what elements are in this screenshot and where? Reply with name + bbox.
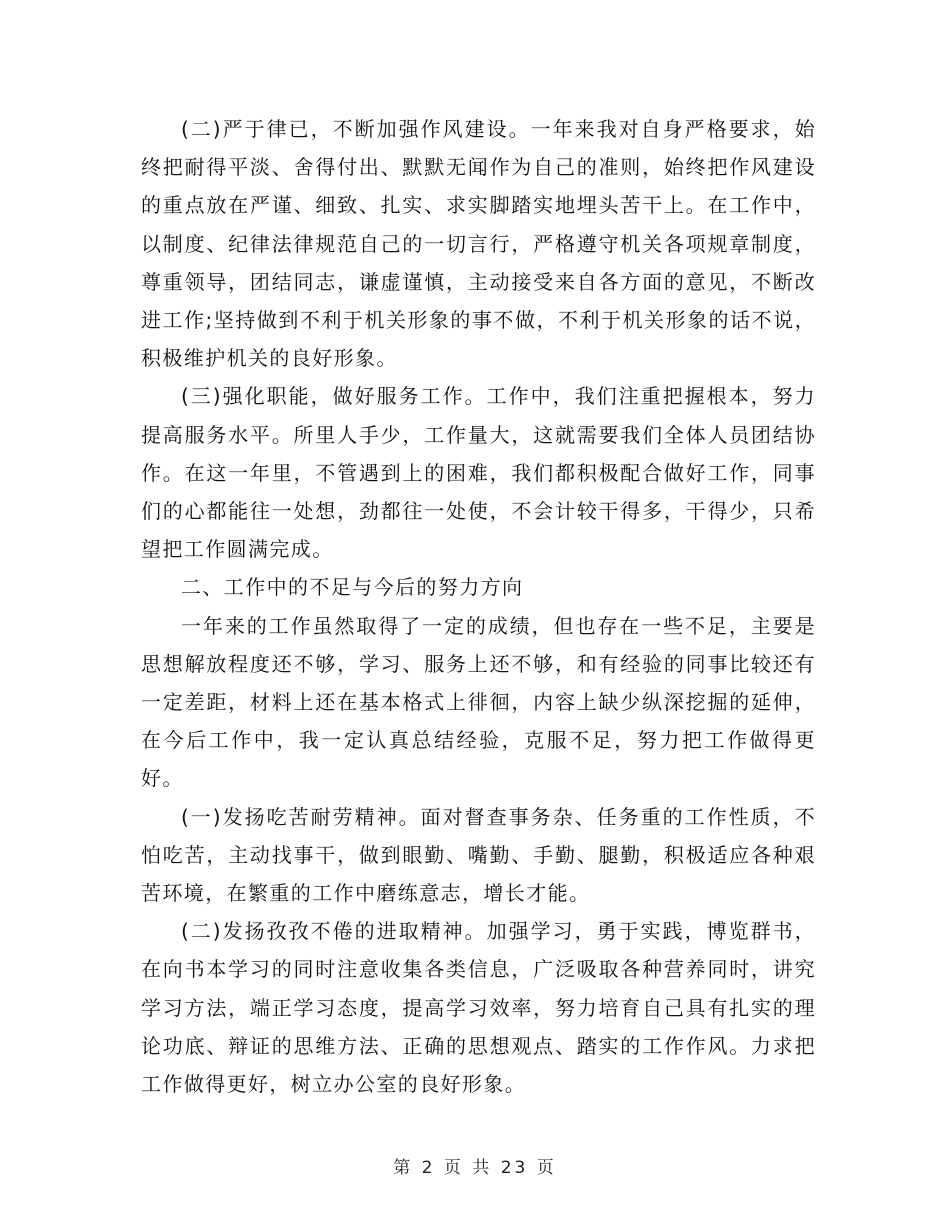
page-footer: 第 2 页 共 23 页 [393, 1158, 557, 1178]
section-heading-shortcomings: 二、工作中的不足与今后的努力方向 [181, 575, 524, 600]
document-body [141, 110, 816, 1103]
paragraph-shortcomings: 一年来的工作虽然取得了一定的成绩，但也存在一些不足，主要是思想解放程度还不够，学习、服务上还不够，和有经验的同事比较还有一定差距，材料上还在基本格式上徘徊，内容上缺少纵深挖掘的延伸，在今后工作中，我一定认真总结经验，克服不足，努力把工作做得更好。 [141, 613, 816, 791]
paragraph-service: (三)强化职能，做好服务工作。工作中，我们注重把握根本，努力提高服务水平。所里人手少，工作量大，这就需要我们全体人员团结协作。在这一年里，不管遇到上的困难，我们都积极配合做好工作，同事们的心都能往一处想，劲都往一处使，不会计较干得多，干得少，只希望把工作圆满完成。 [141, 384, 816, 562]
paragraph-hardwork: (一)发扬吃苦耐劳精神。面对督查事务杂、任务重的工作性质，不怕吃苦，主动找事干，做到眼勤、嘴勤、手勤、腿勤，积极适应各种艰苦环境，在繁重的工作中磨练意志，增长才能。 [141, 804, 816, 906]
paragraph-discipline: (二)严于律已，不断加强作风建设。一年来我对自身严格要求，始终把耐得平淡、舍得付出、默默无闻作为自己的准则，始终把作风建设的重点放在严谨、细致、扎实、求实脚踏实地埋头苦干上。在工作中，以制度、纪律法律规范自己的一切言行，严格遵守机关各项规章制度，尊重领导，团结同志，谦虚谨慎，主动接受来自各方面的意见，不断改进工作;坚持做到不利于机关形象的事不做，不利于机关形象的话不说，积极维护机关的良好形象。 [141, 117, 816, 371]
paragraph-learning: (二)发扬孜孜不倦的进取精神。加强学习，勇于实践，博览群书，在向书本学习的同时注意收集各类信息，广泛吸取各种营养同时，讲究学习方法，端正学习态度，提高学习效率，努力培育自己具有扎实的理论功底、辩证的思维方法、正确的思想观点、踏实的工作作风。力求把工作做得更好，树立办公室的良好形象。 [141, 919, 816, 1097]
